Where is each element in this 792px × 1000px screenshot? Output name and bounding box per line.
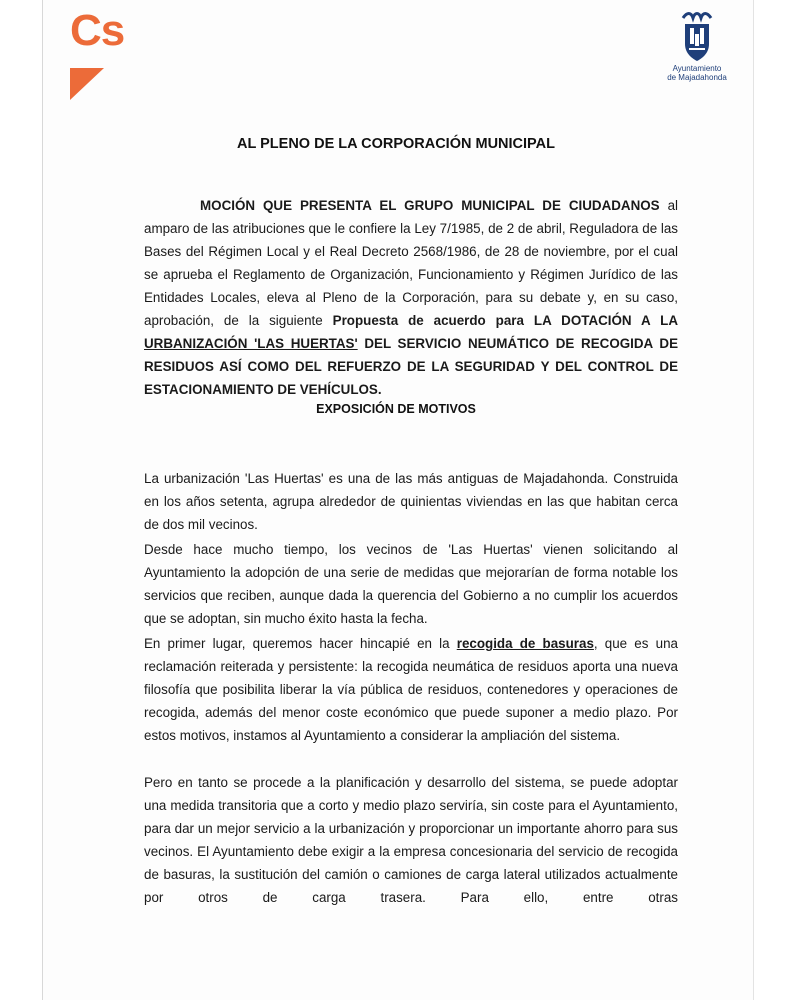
majadahonda-caption: [662, 64, 732, 82]
majadahonda-crest: [662, 10, 732, 90]
paragraph-1: La urbanización 'Las Huertas' es una de las más antiguas de Majadahonda. Construida en los años setenta, agrupa alrededor de quinientas viviendas en las que habitan cerca de dos mil vecinos.: [144, 471, 678, 532]
ciudadanos-logo: [70, 6, 140, 90]
document-title: AL PLENO DE LA CORPORACIÓN MUNICIPAL: [237, 136, 555, 152]
motion-lead: MOCIÓN QUE PRESENTA EL GRUPO MUNICIPAL DE CIUDADANOS: [200, 198, 660, 213]
ciudadanos-logo-text: Cs: [70, 6, 125, 55]
paragraph-3: [144, 632, 678, 747]
paragraph-2: Desde hace mucho tiempo, los vecinos de 'Las Huertas' vienen solicitando al Ayuntamiento la adopción de una serie de medidas que mejorarían de forma notable los servicios que reciben, aunque dada la querencia del Gobierno a no cumplir los acuerdos que se adoptan, sin mucho éxito hasta la fecha.: [144, 542, 678, 626]
motion-proposal-lead: Propuesta de acuerdo para LA DOTACIÓN A LA: [332, 313, 679, 328]
motion-legal-basis: al amparo de las atribuciones que le confiere la Ley 7/1985, de 2 de abril, Reguladora de las Bases del Régimen Local y el Real Decreto 2568/1986, de 28 de noviembre, por el cual se aprueba el Reglamento de Organización, Funcionamiento y Régimen Jurídico de las Entidades Locales, eleva al Pleno de la Corporación, para su debate y, en su caso, aprobación, de la siguiente: [144, 198, 678, 328]
section-title: EXPOSICIÓN DE MOTIVOS: [316, 402, 476, 416]
motion-intro-paragraph: [144, 194, 678, 401]
paragraph-4: Pero en tanto se procede a la planificación y desarrollo del sistema, se puede adoptar una medida transitoria que a corto y medio plazo serviría, sin coste para el Ayuntamiento, para dar un mejor servicio a la urbanización y proporcionar un importante ahorro para sus vecinos. El Ayuntamiento debe exigir a la empresa concesionaria del servicio de recogida de basuras, la sustitución del camión o camiones de carga lateral utilizados actualmente por otros de carga trasera. Para ello, entre otras: [144, 775, 678, 905]
motion-proposal-rest: DEL SERVICIO NEUMÁTICO DE RECOGIDA DE RESIDUOS ASÍ COMO DEL REFUERZO DE LA SEGURIDAD Y DEL CONTROL DE ESTACIONAMIENTO DE VEHÍCULOS.: [144, 336, 678, 397]
caption-line-1: Ayuntamiento: [672, 64, 722, 73]
motion-proposal-urbanization: URBANIZACIÓN 'LAS HUERTAS': [144, 336, 358, 351]
paragraph-3-emphasis: recogida de basuras: [456, 636, 594, 651]
paragraph-3-start: En primer lugar, queremos hacer hincapié en la: [144, 636, 457, 651]
ciudadanos-arrow-icon: [70, 68, 104, 100]
caption-line-2: de Majadahonda: [667, 73, 727, 82]
paragraph-3-end: , que es una reclamación reiterada y persistente: la recogida neumática de residuos aporta una nueva filosofía que posibilita liberar la vía pública de residuos, contenedores y operaciones de recogida, además del menor coste económico que puede suponer a medio plazo. Por estos motivos, instamos al Ayuntamiento a considerar la ampliación del sistema.: [144, 636, 678, 743]
majadahonda-crest-icon: [679, 10, 715, 62]
